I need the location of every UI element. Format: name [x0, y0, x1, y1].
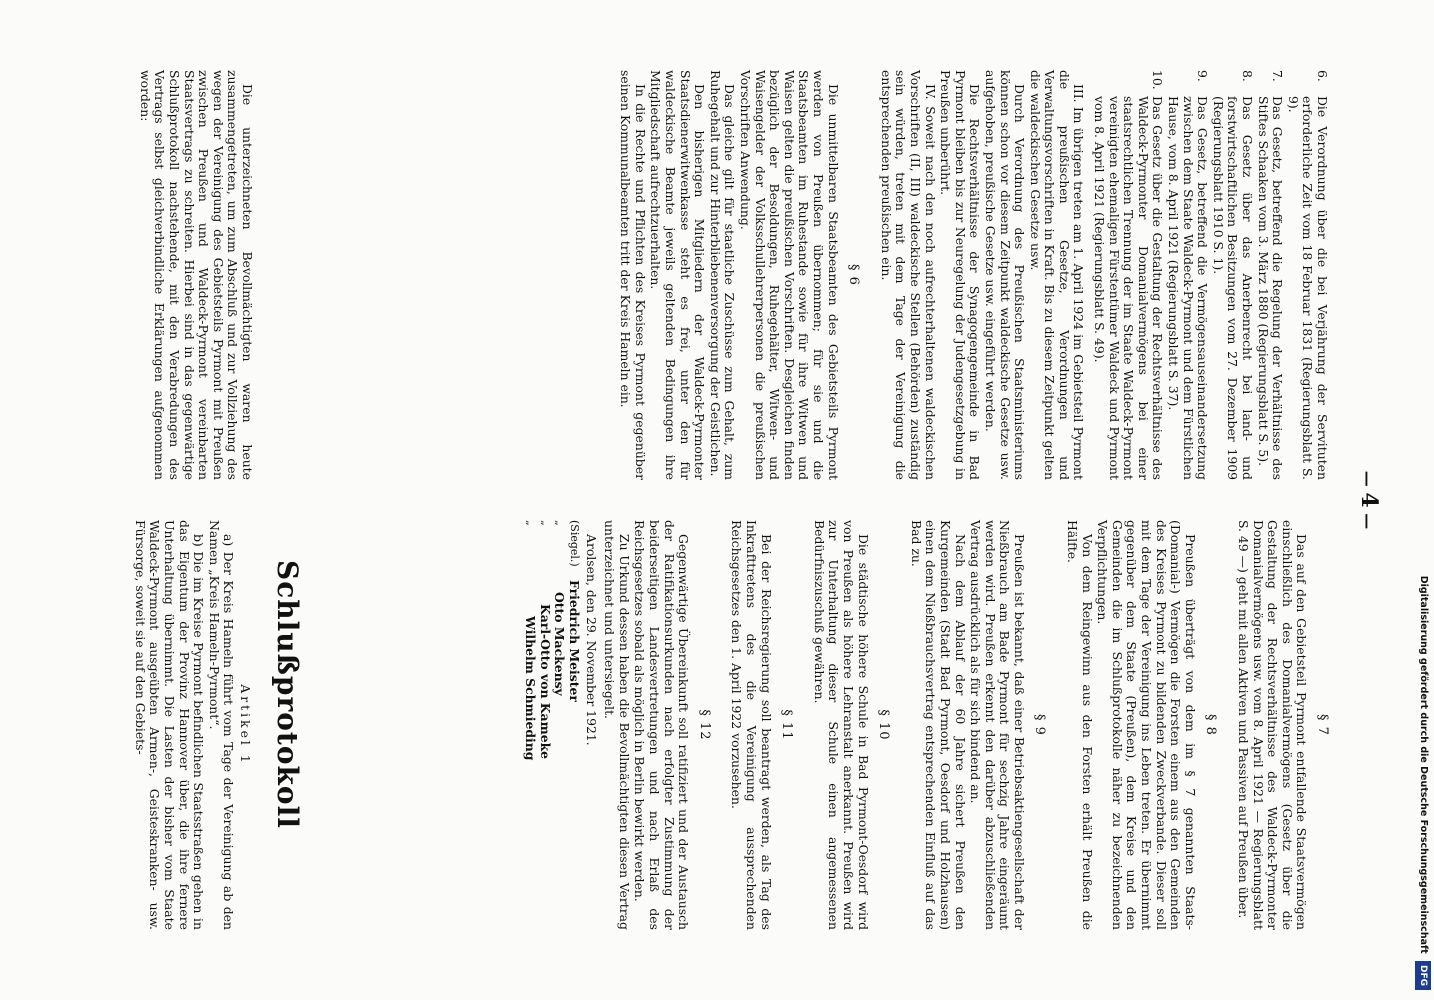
left-column — [617, 70, 1329, 480]
list-item: 8. Das Gesetz über das Anerbenrecht bei land- und forstwirtschaftlichen Besitzungen vom 27. Dezember 1909 (Regierungsblatt 1910 S. 1). — [1210, 70, 1256, 480]
paragraph: Die Rechtsverhältnisse der Synagogengemeinde in Bad Pyrmont bleiben bis zur Neuregelung der Judengesetzgebung in Preußen unberührt. — [938, 70, 983, 480]
place-date: Arolsen, den 29. November 1921. — [583, 534, 599, 746]
paragraph: a) Der Kreis Hameln führt vom Tage der Vereinigung ab den Namen „Kreis Hameln-Pyrmont“. — [206, 520, 237, 930]
paragraph: b) Die im Kreise Pyrmont befindlichen Staatsstraßen gehen in das Eigentum der Provinz Hannover über, die ihre fernere Unterhaltung übernimmt. Die Lasten der bisher vom Staate Waldeck-Pyrmont ausgeübten Armen-, Geisteskranken- usw. Fürsorge, soweit sie auf den Gebiets- — [132, 520, 207, 930]
paragraph: Das auf den Gebietsteil Pyrmont entfallende Staatsvermögen einschließlich des Domanialvermögens (Gesetz über die Gestaltung der Rechtsverhältnisse des Waldeck-Pyrmonter Domanialvermögens usw. vom 8. April 1921 — Regierungsblatt S. 49 —) geht mit allen Aktiven und Passiven auf Preußen über. — [1236, 520, 1310, 930]
paragraph: Durch Verordnung des Preußischen Staatsministeriums können schon vor diesem Zeitpunkt waldeckische Gesetze usw. aufgehoben, preußische Gesetze usw. eingeführt werden. — [982, 70, 1028, 480]
digitization-credit-strip — [1412, 10, 1434, 990]
paragraph: Gegenwärtige Übereinkunft soll ratifiziert und der Austausch der Ratifikationsurkunden nach erfolgter Zustimmung der beiderseitigen Landesvertretungen und nach Erlaß des Reichsgesetzes sobald als möglich in Berlin bewirkt werden. — [632, 520, 692, 930]
protocol-right-column — [131, 520, 254, 930]
paragraph: Von dem Reingewinn aus den Forsten erhält Preußen die Hälfte. — [1065, 520, 1095, 930]
paragraph-IV: IV. Soweit nach den noch aufrechterhaltenen waldeckischen Vorschriften (II, III) waldeckische Stellen (Behörden) zuständig sein würden, treten mit dem Tage der Vereinigung die entsprechenden preußischen ein. — [878, 70, 938, 480]
signatory: Friedrich Meister — [567, 580, 583, 702]
ditto-mark: „ — [524, 520, 538, 526]
signatory: Karl-Otto von Kameke — [537, 604, 553, 760]
signature-block — [523, 520, 581, 930]
ditto-mark: „ — [538, 520, 552, 526]
section-heading: § 10 — [876, 709, 892, 741]
ditto-mark: „ — [553, 520, 567, 526]
protocol-title: Schlußprotokoll — [271, 560, 304, 829]
section-heading: § 8 — [1203, 714, 1219, 736]
right-column — [523, 520, 1329, 930]
paragraph: Das gleiche gilt für staatliche Zuschüsse zum Gehalt, zum Ruhegehalt und zur Hinterbliebenenversorgung der Geistlichen. — [707, 70, 738, 480]
paragraph: Preußen überträgt von dem im § 7 genannten Staats- (Domanial-) Vermögen die Forsten einem aus den Gemeinden des Kreises Pyrmont zu bildenden Zweckverbande. Dieser soll mit dem Tage der Vereinigung ins Leben treten. Er übernimmt gegenüber dem Staate (Preußen), dem Kreise und den Gemeinden die im Schlußprotokolle näher zu bezeichnenden Verpflichtungen. — [1095, 520, 1198, 930]
dfg-logo: DFG — [1415, 961, 1431, 990]
section-heading: § 7 — [1315, 714, 1330, 736]
signatory: Wilhelm Schmieding — [523, 616, 539, 761]
protocol-intro: Die unterzeichneten Bevollmächtigten waren heute zusammengetreten, um zum Abschluß und zur Vollziehung des wegen der Vereinigung des Gebietsteils Pyrmont mit Preußen zwischen Preußen und Waldeck-Pyrmont vereinbarten Staatsvertrags zu schreiten. Hierbei sind in das gegenwärtige Schlußprotokoll nachstehende, mit den Verabredungen des Vertrags selbst gleichverbindliche Erklärungen aufgenommen worden: — [137, 70, 255, 480]
section-heading: § 9 — [1032, 714, 1048, 736]
section-heading: § 12 — [696, 709, 712, 741]
list-item: 7. Das Gesetz, betreffend die Regelung der Verhältnisse des Stiftes Schaaken vom 3. März 1880 (Regierungsblatt S. 5). — [1255, 70, 1286, 480]
seal-label: (Siegel.) — [568, 520, 582, 567]
section-heading: § 6 — [846, 264, 862, 286]
paragraph: Nach dem Ablauf der 60 Jahre sichert Preußen den Kurgemeinden (Stadt Bad Pyrmont, Oesdorf und Holzhausen) einen dem Nießbrauchsvertrag entsprechenden Einfluß auf das Bad zu. — [908, 520, 968, 930]
list-item: 10. Das Gesetz über die Gestaltung der Rechtsverhältnisse des Waldeck-Pyrmonter Domanialvermögens bei einer staatsrechtlichen Trennung der im Staate Waldeck-Pyrmont vereinigten ehemaligen Fürstentümer Waldeck und Pyrmont vom 8. April 1921 (Regierungsblatt S. 49). — [1092, 70, 1166, 480]
paragraph: Die unmittelbaren Staatsbeamten des Gebietsteils Pyrmont werden von Preußen übernommen; für sie und die Staatsbeamten im Ruhestande sowie für ihre Witwen und Waisen gelten die preußischen Vorschriften. Desgleichen finden bezüglich der Besoldungen, Ruhegehälter, Witwen- und Waisengelder der Volksschullehrerpersonen die preußischen Vorschriften Anwendung. — [738, 70, 841, 480]
page-number: — 4 — — [1356, 470, 1382, 530]
paragraph: Bei der Reichsregierung soll beantragt werden, als Tag des Inkrafttretens des die Vereinigung aussprechenden Reichsgesetzes den 1. April 1922 vorzusehen. — [729, 520, 774, 930]
article-heading: Artikel 1 — [238, 684, 253, 766]
paragraph-III: III. Im übrigen treten am 1. April 1924 im Gebietsteil Pyrmont die preußischen Gesetze, Verordnungen und Verwaltungsvorschriften in Kraft. Bis zu diesem Zeitpunkt gelten die waldeckischen Gesetze usw. — [1027, 70, 1087, 480]
protocol-left-column — [136, 70, 254, 480]
paragraph: Zu Urkund dessen haben die Bevollmächtigten diesen Vertrag unterzeichnet und untersiegelt. — [602, 520, 632, 930]
paragraph: Preußen ist bekannt, daß einer Betriebsaktiengesellschaft der Nießbrauch am Bade Pyrmont für sechzig Jahre eingeräumt werden wird. Preußen erkennt den darüber abzuschließenden Vertrag ausdrücklich als für sich bindend an. — [968, 520, 1027, 930]
paragraph: In die Rechte und Pflichten des Kreises Pyrmont gegenüber seinen Kommunalbeamten tritt der Kreis Hameln ein. — [618, 70, 648, 480]
paragraph: Den bisherigen Mitgliedern der Waldeck-Pyrmonter Staatsdienerwitwenkasse steht es frei, unter den für waldeckische Beamte jeweils geltenden Bedingungen ihre Mitgliedschaft aufrechtzuerhalten. — [648, 70, 708, 480]
digitization-credit: Digitalisierung gefördert durch die Deutsche Forschungsgemeinschaft — [1418, 575, 1429, 954]
section-heading: § 11 — [779, 709, 795, 741]
paragraph: Die städtische höhere Schule in Bad Pyrmont-Oesdorf wird von Preußen als höhere Lehranstalt anerkannt. Preußen wird zur Unterhaltung dieser Schule einen angemessenen Bedürfniszuschuß gewähren. — [811, 520, 871, 930]
list-item: 9. Das Gesetz, betreffend die Vermögensauseinandersetzung zwischen dem Staate Waldeck-Pyrmont und dem Fürstlichen Hause, vom 8. April 1921 (Regierungsblatt S. 37). — [1166, 70, 1211, 480]
list-item: 6. Die Verordnung über die bei Verjährung der Servituten erforderliche Zeit vom 18 Februar 1831 (Regierungsblatt S. 9). — [1285, 70, 1330, 480]
signatory: Otto Mackensy — [552, 592, 568, 696]
